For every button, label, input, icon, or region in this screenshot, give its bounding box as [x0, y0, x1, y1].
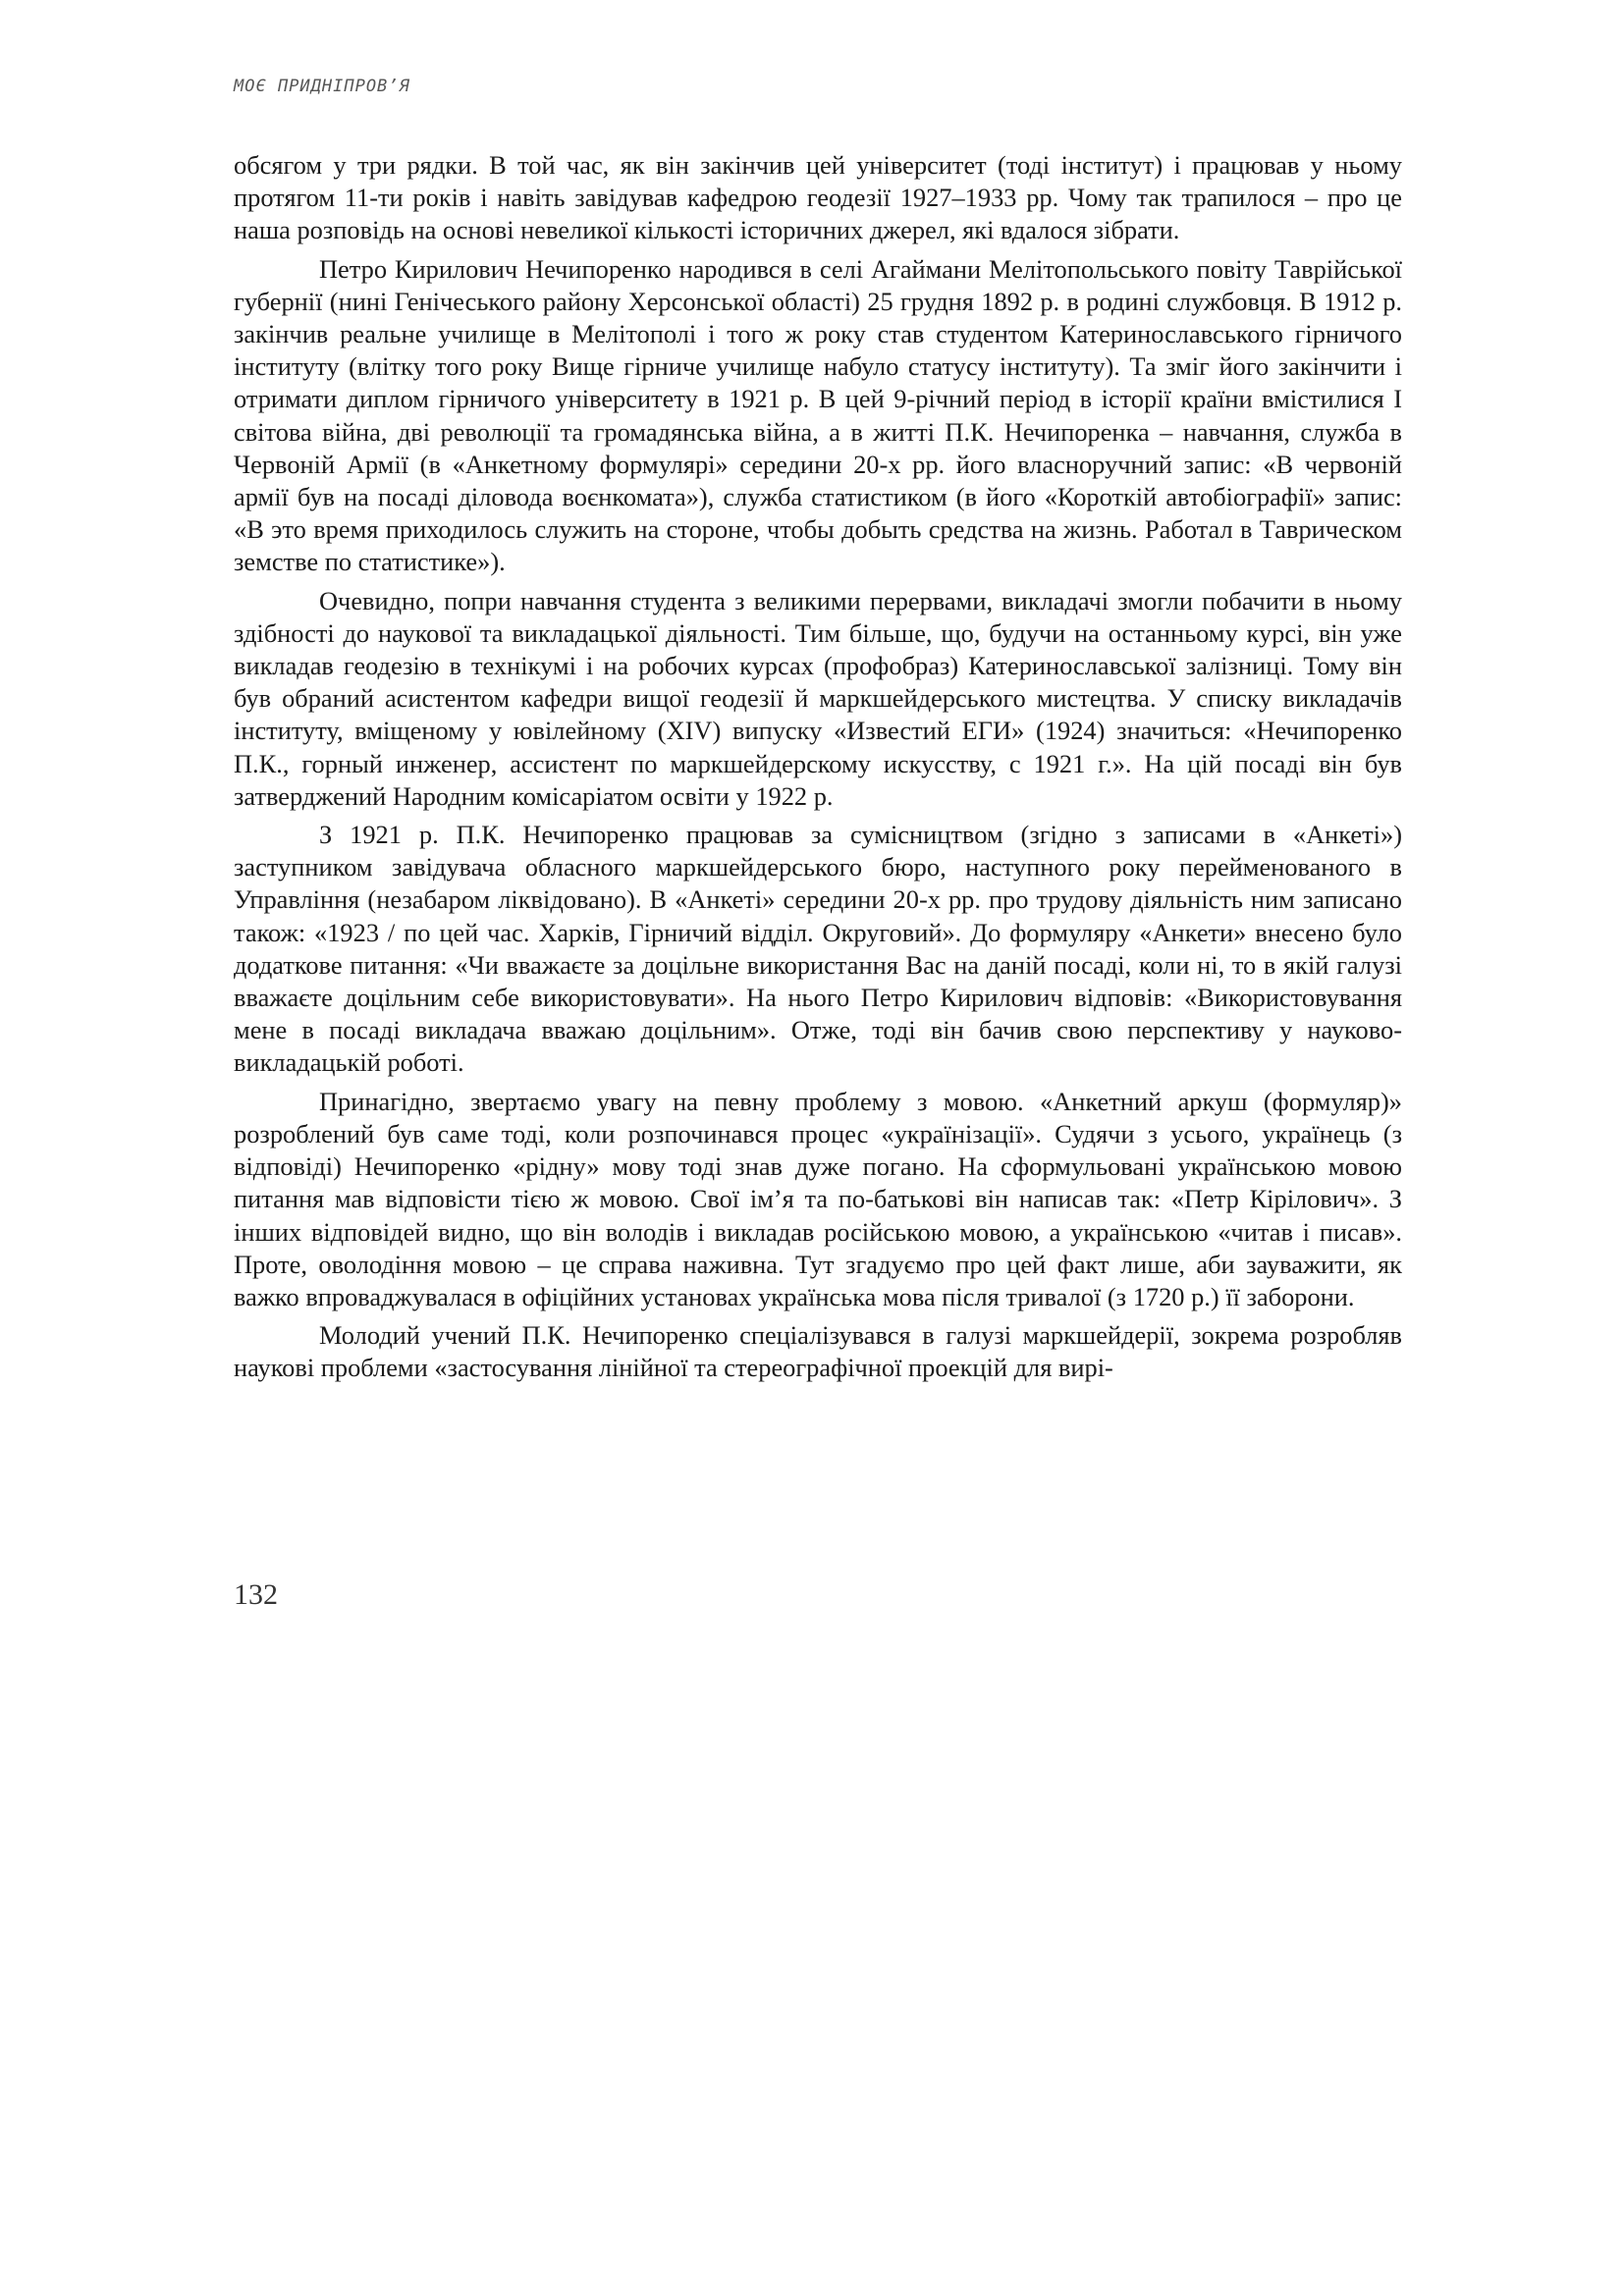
paragraph: Очевидно, попри навчання студента з великими перервами, викладачі змогли побачити в ньому здібності до наукової та викладацької діяльності. Тим більше, що, будучи на останньому курсі, він уже викладав геодезію в технікумі і на робочих курсах (профобраз) Катеринославської залізниці. Тому він був обраний асистентом кафедри вищої геодезії й маркшейдерського мистецтва. У списку викладачів інституту, вміщеному у ювілейному (XIV) випуску «Известий ЕГИ» (1924) значиться: «Нечипоренко П.К., горный инженер, ассистент по маркшейдерскому искусству, с 1921 г.». На цій посаді він був затверджений Народним комісаріатом освіти у 1922 р. — [234, 585, 1402, 811]
paragraph: Принагідно, звертаємо увагу на певну проблему з мовою. «Анкетний аркуш (формуляр)» розроблений був саме тоді, коли розпочинався процес «українізації». Судячи з усього, українець (з відповіді) Нечипоренко «рідну» мову тоді знав дуже погано. На сформульовані українською мовою питання мав відповісти тією ж мовою. Свої ім’я та по-батькові він написав так: «Петр Кірілович». З інших відповідей видно, що він володів і викладав російською мовою, а українською «читав і писав». Проте, оволодіння мовою – це справа наживна. Тут згадуємо про цей факт лише, аби зауважити, як важко впроваджувалася в офіційних установах українська мова після тривалої (з 1720 р.) її заборони. — [234, 1086, 1402, 1311]
paragraph: Петро Кирилович Нечипоренко народився в селі Агаймани Мелітопольського повіту Таврійської губернії (нині Генічеського району Херсонської області) 25 грудня 1892 р. в родині службовця. В 1912 р. закінчив реальне училище в Мелітополі і того ж року став студентом Катеринославського гірничого інституту (влітку того року Вище гірниче училище набуло статусу інституту). Та зміг його закінчити і отримати диплом гірничого університету в 1921 р. В цей 9-річний період в історії країни вмістилися I світова війна, дві революції та громадянська війна, а в житті П.К. Нечипоренка – навчання, служба в Червоній Армії (в «Анкетному формулярі» середини 20-х рр. його власноручний запис: «В червоній армії був на посаді діловода воєнкомата»), служба статистиком (в його «Короткій автобіографії» запис: «В это время приходилось служить на стороне, чтобы добыть средства на жизнь. Работал в Таврическом земстве по статистике»). — [234, 253, 1402, 577]
article-body — [234, 149, 1402, 1391]
page-number: 132 — [234, 1578, 278, 1611]
running-title: МОЄ ПРИДНІПРОВ’Я — [234, 77, 410, 96]
paragraph: З 1921 р. П.К. Нечипоренко працював за сумісництвом (згідно з записами в «Анкеті») заступником завідувача обласного маркшейдерського бюро, наступного року перейменованого в Управління (незабаром ліквідовано). В «Анкеті» середини 20-х рр. про трудову діяльність ним записано також: «1923 / по цей час. Харків, Гірничий відділ. Округовий». До формуляру «Анкети» внесено було додаткове питання: «Чи вважаєте за доцільне використання Вас на даній посаді, коли ні, то в якій галузі вважаєте доцільним себе використовувати». На нього Петро Кирилович відповів: «Використовування мене в посаді викладача вважаю доцільним». Отже, тоді він бачив свою перспективу у науково-викладацькій роботі. — [234, 820, 1402, 1078]
paragraph: обсягом у три рядки. В той час, як він закінчив цей університет (тоді інститут) і працював у ньому протягом 11-ти років і навіть завідував кафедрою геодезії 1927–1933 рр. Чому так трапилося – про це наша розповідь на основі невеликої кількості історичних джерел, які вдалося зібрати. — [234, 150, 1402, 245]
paragraph: Молодий учений П.К. Нечипоренко спеціалізувався в галузі маркшейдерії, зокрема розробляв наукові проблеми «застосування лінійної та стереографічної проекцій для вирі- — [234, 1320, 1402, 1383]
